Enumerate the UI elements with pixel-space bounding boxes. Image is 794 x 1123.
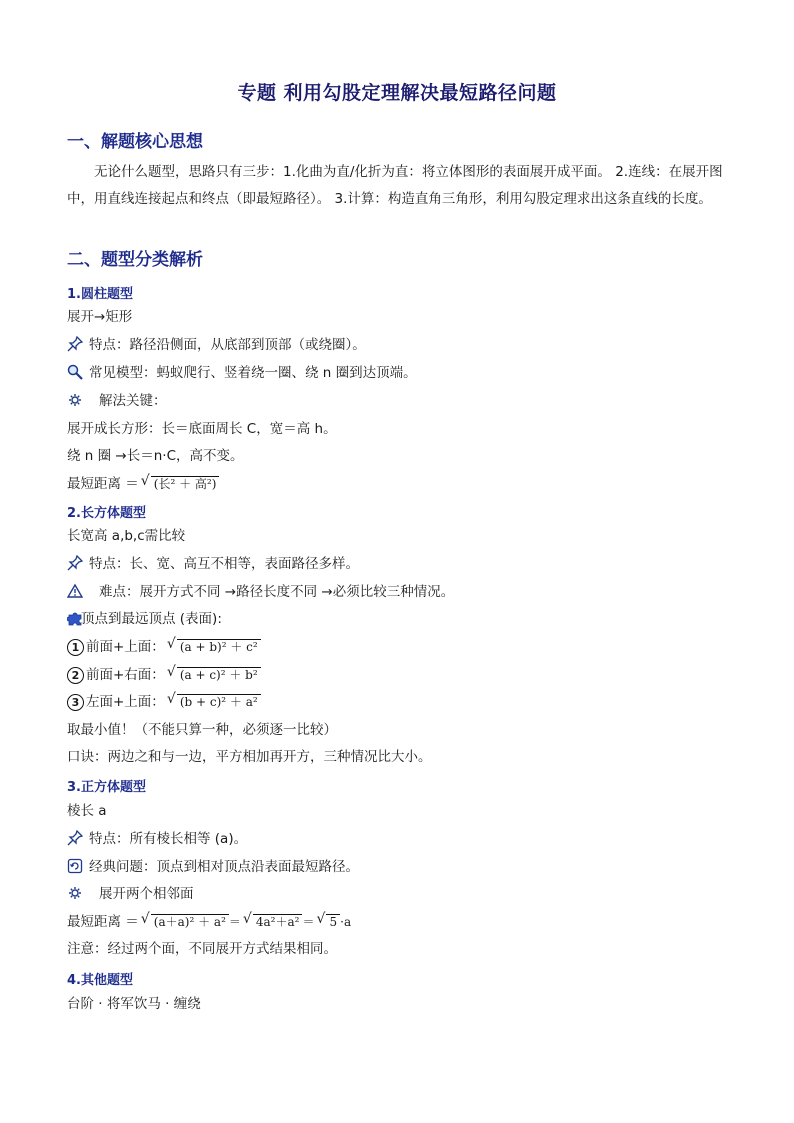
case-expr: (b + c)² ＋ a²: [177, 694, 261, 709]
cuboid-feature-text: 特点：长、宽、高互不相等，表面路径多样。: [89, 556, 359, 572]
cuboid-case-3: [67, 692, 261, 712]
cube-unfold-line: [67, 884, 194, 904]
cylinder-heading: 1.圆柱题型: [67, 287, 133, 302]
cube-expr-1: (a＋a)² ＋ a²: [151, 914, 229, 929]
cube-unfold-text: 展开两个相邻面: [99, 886, 194, 902]
magnifier-icon: [67, 364, 85, 380]
cylinder-models-text: 常见模型：蚂蚁爬行、竖着绕一圈、绕 n 圈到达顶端。: [89, 365, 417, 381]
cube-classic-text: 经典问题：顶点到相对顶点沿表面最短路径。: [89, 859, 359, 875]
cuboid-min: 取最小值！（不能只算一种，必须逐一比较）: [67, 722, 337, 738]
other-heading: 4.其他题型: [67, 973, 133, 988]
cube-expr-tail: ·a: [340, 915, 352, 929]
page-title: 专题 利用勾股定理解决最短路径问题: [237, 82, 557, 104]
case-label: 前面+上面：: [86, 639, 165, 655]
cube-note: 注意：经过两个面，不同展开方式结果相同。: [67, 941, 337, 957]
core-idea-text: 无论什么题型，思路只有三步：1.化曲为直/化折为直：将立体图形的表面展开成平面。 2.连线：在展开图中，用直线连接起点和终点（即最短路径）。 3.计算：构造直角三角形，利用勾股定理求出这条直线的长度。: [67, 164, 723, 207]
cube-shortest-label: 最短距离 ＝: [67, 914, 139, 930]
cube-feature-text: 特点：所有棱长相等 (a)。: [89, 831, 248, 847]
cube-classic-line: [67, 857, 359, 877]
cylinder-key-line: [67, 391, 167, 411]
cube-feature-line: [67, 829, 247, 849]
cuboid-intro: 长宽高 a,b,c需比较: [67, 528, 186, 544]
cuboid-case-1: [67, 637, 261, 657]
cuboid-feature-line: [67, 554, 359, 574]
case-number-badge: 1: [67, 639, 84, 656]
warning-icon: [67, 583, 85, 599]
sqrt-expression: [167, 665, 261, 685]
cuboid-heading: 2.长方体题型: [67, 506, 146, 521]
cylinder-feature-line: [67, 335, 366, 355]
cylinder-shortest-line: [67, 474, 219, 494]
equals-sign: ＝: [302, 915, 315, 929]
pushpin-icon: [67, 336, 85, 352]
sqrt-expression: [141, 912, 229, 932]
cube-expr-2: 4a²＋a²: [253, 914, 303, 929]
cylinder-key-text: 解法关键：: [99, 393, 167, 409]
cylinder-wrap: 绕 n 圈 →长＝n·C，高不变。: [67, 448, 244, 464]
cube-shortest-line: [67, 912, 351, 932]
other-items: 台阶 · 将军饮马 · 缠绕: [67, 996, 201, 1012]
gear-icon: [67, 392, 85, 408]
cube-heading: 3.正方体题型: [67, 780, 146, 795]
equals-sign: ＝: [228, 915, 241, 929]
case-expr: (a + c)² ＋ b²: [177, 667, 261, 682]
case-expr: (a + b)² ＋ c²: [177, 639, 261, 654]
sqrt-expression: [167, 637, 261, 657]
cylinder-intro: 展开→矩形: [67, 309, 133, 325]
sqrt-expression: [243, 912, 303, 932]
cuboid-vertex-text: 顶点到最远顶点 (表面):: [81, 611, 222, 627]
case-number-badge: 2: [67, 667, 84, 684]
case-number-badge: 3: [67, 694, 84, 711]
cylinder-models-line: [67, 363, 417, 383]
cylinder-unfold: 展开成长方形：长＝底面周长 C，宽＝高 h。: [67, 421, 337, 437]
puzzle-icon: [67, 610, 81, 626]
cuboid-vertex-line: [67, 609, 222, 629]
gear-icon: [67, 885, 85, 901]
cylinder-shortest-label: 最短距离 ＝: [67, 476, 139, 492]
cuboid-difficulty-text: 难点：展开方式不同 →路径长度不同 →必须比较三种情况。: [99, 584, 455, 600]
pushpin-icon: [67, 555, 85, 571]
section-heading-core-idea: 一、解题核心思想: [67, 132, 203, 152]
cylinder-feature-text: 特点：路径沿侧面，从底部到顶部（或绕圈）。: [89, 337, 366, 353]
section-heading-classification: 二、题型分类解析: [67, 250, 203, 270]
loop-icon: [67, 858, 85, 874]
cylinder-shortest-expr: (长² ＋ 高²): [151, 476, 220, 491]
case-label: 前面+右面：: [86, 667, 165, 683]
sqrt-expression: [316, 912, 340, 932]
sqrt-expression: [167, 692, 261, 712]
case-label: 左面+上面：: [86, 694, 165, 710]
cube-intro: 棱长 a: [67, 803, 107, 819]
sqrt-expression: [141, 474, 220, 494]
core-idea-paragraph: [67, 159, 727, 213]
pushpin-icon: [67, 830, 85, 846]
cuboid-case-2: [67, 665, 261, 685]
cuboid-difficulty-line: [67, 582, 454, 602]
cuboid-mnemonic: 口诀：两边之和与一边，平方相加再开方，三种情况比大小。: [67, 749, 432, 765]
cube-expr-3: 5: [326, 914, 340, 929]
